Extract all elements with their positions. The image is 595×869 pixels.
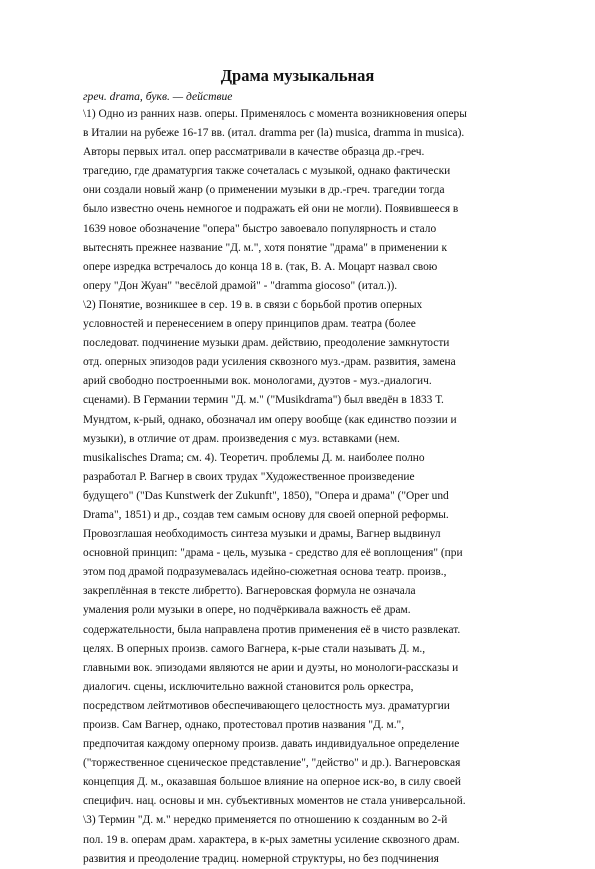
text-line: вытеснять прежнее название "Д. м.", хотя понятие "драма" в применении к: [83, 241, 447, 254]
text-line: содержательности, была направлена против применения её в чисто развлекат.: [83, 623, 461, 636]
text-line: \1) Одно из ранних назв. оперы. Применялось с момента возникновения оперы: [83, 108, 467, 120]
text-line: произв. Сам Вагнер, однако, протестовал против названия "Д. м.",: [83, 719, 405, 731]
text-line: трагедию, где драматургия также сочеталась с музыкой, однако фактически: [83, 165, 451, 178]
text-line: они создали новый жанр (о применении музыки в др.-греч. трагедии тогда: [83, 184, 445, 197]
text-line: \2) Понятие, возникшее в сер. 19 в. в связи с борьбой против оперных: [83, 298, 423, 311]
text-line: главными вок. эпизодами являются не арии и дуэты, но монологи-рассказы и: [83, 661, 459, 674]
text-line: Провозглашая необходимость синтеза музыки и драмы, Вагнер выдвинул: [83, 528, 441, 541]
text-line: сценами). В Германии термин "Д. м." ("Musikdrama") был введён в 1833 Т.: [83, 394, 444, 407]
text-line: \3) Термин "Д. м." нередко применяется по отношению к созданным во 2-й: [83, 814, 448, 827]
text-line: основной принцип: "драма - цель, музыка - средство для её воплощения" (при: [83, 547, 463, 560]
text-line: оперу "Дон Жуан" "весёлой драмой" - "dramma giocoso" (итал.)).: [83, 279, 398, 292]
text-line: разработал Р. Вагнер в своих трудах "Художественное произведение: [83, 470, 415, 483]
text-line: Drama", 1851) и др., создав тем самым основу для своей оперной реформы.: [83, 508, 449, 521]
text-line: диалогич. сцены, исключительно важной становится роль оркестра,: [83, 680, 414, 693]
text-line: Авторы первых итал. опер рассматривали в качестве образца др.-греч.: [83, 146, 425, 159]
text-line: было известно очень немногое и подражать ей они не могли). Появившееся в: [83, 203, 459, 216]
page-title: Драма музыкальная: [220, 66, 375, 85]
text-line: musikalisches Drama; см. 4). Теоретич. проблемы Д. м. наиболее полно: [83, 451, 425, 464]
text-line: посредством лейтмотивов обеспечивающего целостность муз. драматургии: [83, 699, 450, 712]
text-line: 1639 новое обозначение "опера" быстро завоевало популярность и стало: [83, 222, 437, 235]
etymology-subtitle: греч. drama, букв. — действие: [83, 90, 233, 103]
text-line: умаления роли музыки в опере, но подчёркивала важность её драм.: [83, 604, 411, 617]
text-line: в Италии на рубеже 16-17 вв. (итал. dramma per (la) musica, dramma in musica).: [83, 127, 465, 140]
text-line: концепция Д. м., оказавшая большое влияние на оперное иск-во, в силу своей: [83, 776, 462, 789]
text-line: отд. оперных эпизодов ради усиления сквозного муз.-драм. развития, замена: [83, 356, 456, 369]
text-line: закреплённая в тексте либретто). Вагнеровская формула не означала: [83, 585, 416, 598]
text-line: этом под драмой подразумевалась идейно-сюжетная основа театр. произв.,: [83, 566, 447, 579]
text-line: опере изредка встречалось до конца 18 в. (так, В. А. Моцарт назвал свою: [83, 260, 438, 273]
text-line: арий свободно построенными вок. монологами, дуэтов - муз.-диалогич.: [83, 375, 432, 388]
text-line: Мундтом, к-рый, однако, обозначал им оперу вообще (как единство поэзии и: [83, 413, 457, 426]
text-line: музыки), в отличие от драм. произведения с муз. вставками (нем.: [83, 432, 400, 445]
text-line: предпочитая каждому оперному произв. давать индивидуальное определение: [83, 738, 460, 751]
text-line: будущего" ("Das Kunstwerk der Zukunft", 1850), "Опера и драма" ("Oper und: [83, 489, 449, 502]
text-line: ("торжественное сценическое представление", "действо" и др.). Вагнеровская: [83, 757, 461, 770]
text-line: пол. 19 в. операм драм. характера, в к-рых заметны усиление сквозного драм.: [83, 833, 460, 846]
article-body: [83, 105, 553, 869]
text-line: последоват. подчинение музыки драм. действию, преодоление замкнутости: [83, 337, 450, 350]
text-line: развития и преодоление традиц. номерной структуры, но без подчинения: [83, 852, 439, 865]
text-line: специфич. нац. основы и мн. субъективных моментов не стала универсальной.: [83, 795, 466, 808]
text-line: условностей и перенесением в оперу принципов драм. театра (более: [83, 318, 416, 331]
text-line: целях. В оперных произв. самого Вагнера, к-рые стали называть Д. м.,: [83, 642, 426, 655]
